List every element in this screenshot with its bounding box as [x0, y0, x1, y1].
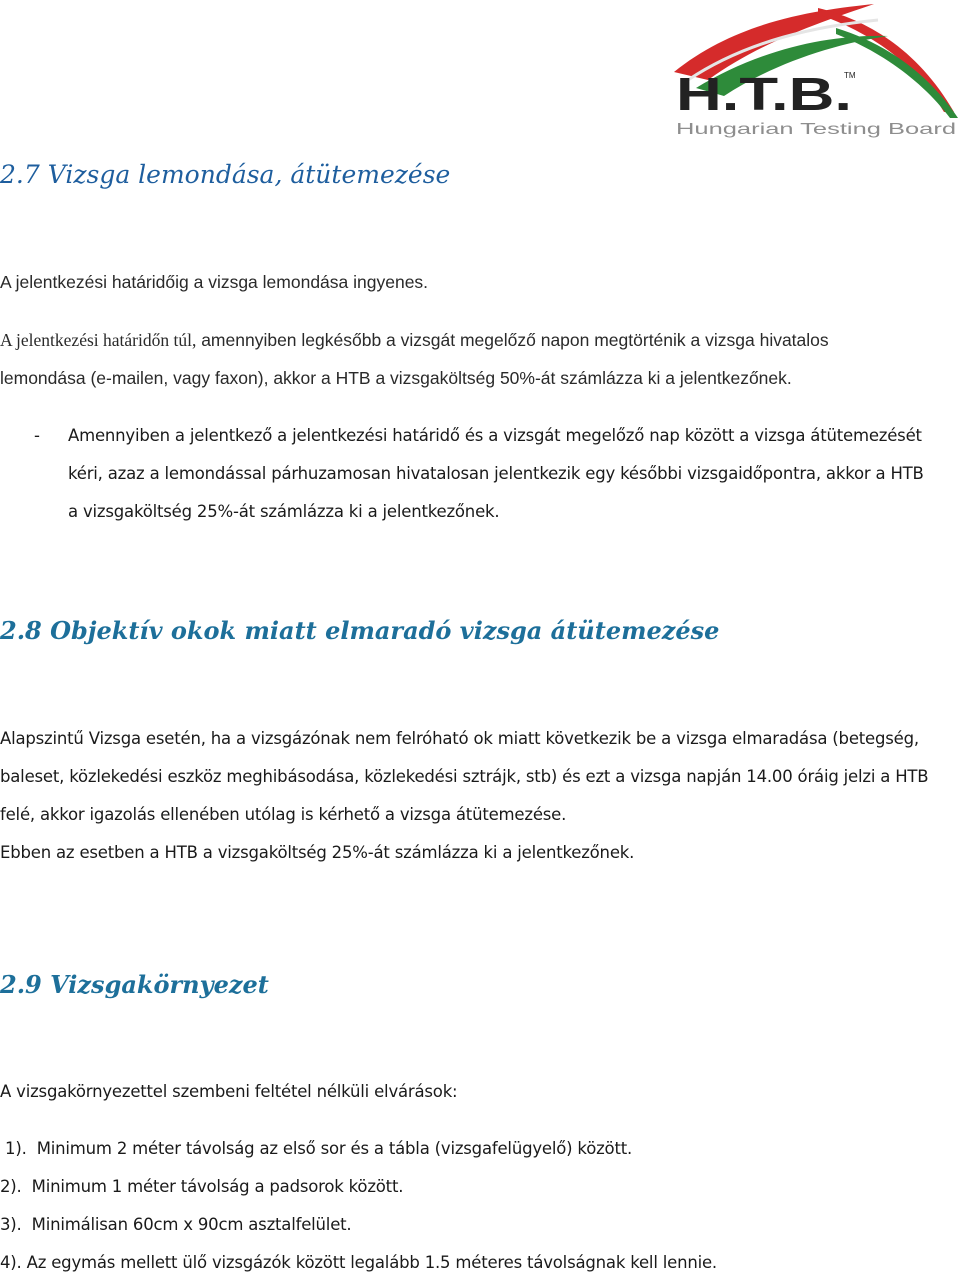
paragraph-line: felé, akkor igazolás ellenében utólag is kérhető a vizsga átütemezése. [0, 805, 567, 824]
paragraph: A vizsgakörnyezettel szembeni feltétel nélküli elvárások: [0, 1082, 458, 1101]
section-heading-2-9: 2.9 Vizsgakörnyezet [0, 970, 269, 999]
paragraph-line: lemondása (e-mailen, vagy faxon), akkor a HTB a vizsgaköltség 50%-át számlázza ki a jelentkezőnek. [0, 368, 792, 388]
logo-tagline: Hungarian Testing Board [676, 121, 956, 138]
paragraph-text: amennyiben legkésőbb a vizsgát megelőző napon megtörténik a vizsga hivatalos [196, 330, 829, 350]
paragraph-line: Alapszintű Vizsga esetén, ha a vizsgázónak nem felróható ok miatt következik be a vizsga elmaradása (betegség, [0, 729, 919, 748]
paragraph: A jelentkezési határidőig a vizsga lemondása ingyenes. [0, 272, 429, 292]
htb-logo [668, 0, 960, 142]
section-heading-2-8: 2.8 Objektív okok miatt elmaradó vizsga átütemezése [0, 616, 720, 645]
bullet-line: Amennyiben a jelentkező a jelentkezési határidő és a vizsgát megelőző nap között a vizsga átütemezését [68, 426, 922, 445]
logo-letters: H.T.B. [676, 68, 852, 120]
paragraph [0, 330, 829, 351]
paragraph-lead: A jelentkezési határidőn túl, [0, 330, 197, 350]
bullet-line: a vizsgaköltség 25%-át számlázza ki a jelentkezőnek. [68, 502, 500, 521]
list-item: 2). Minimum 1 méter távolság a padsorok között. [0, 1177, 404, 1196]
bullet-line: kéri, azaz a lemondással párhuzamosan hivatalosan jelentkezik egy későbbi vizsgaidőpontra, akkor a HTB [68, 464, 924, 483]
paragraph-line: Ebben az esetben a HTB a vizsgaköltség 25%-át számlázza ki a jelentkezőnek. [0, 843, 635, 862]
section-heading-2-7: 2.7 Vizsga lemondása, átütemezése [0, 160, 451, 189]
logo-tm: TM [844, 71, 856, 80]
bullet-marker: - [34, 426, 40, 445]
list-item: 3). Minimálisan 60cm x 90cm asztalfelület. [0, 1215, 352, 1234]
paragraph-line: baleset, közlekedési eszköz meghibásodása, közlekedési sztrájk, stb) és ezt a vizsga napján 14.00 óráig jelzi a HTB [0, 767, 929, 786]
list-item: 1). Minimum 2 méter távolság az első sor és a tábla (vizsgafelügyelő) között. [0, 1139, 633, 1158]
list-item: 4). Az egymás mellett ülő vizsgázók között legalább 1.5 méteres távolságnak kell lennie. [0, 1253, 717, 1272]
